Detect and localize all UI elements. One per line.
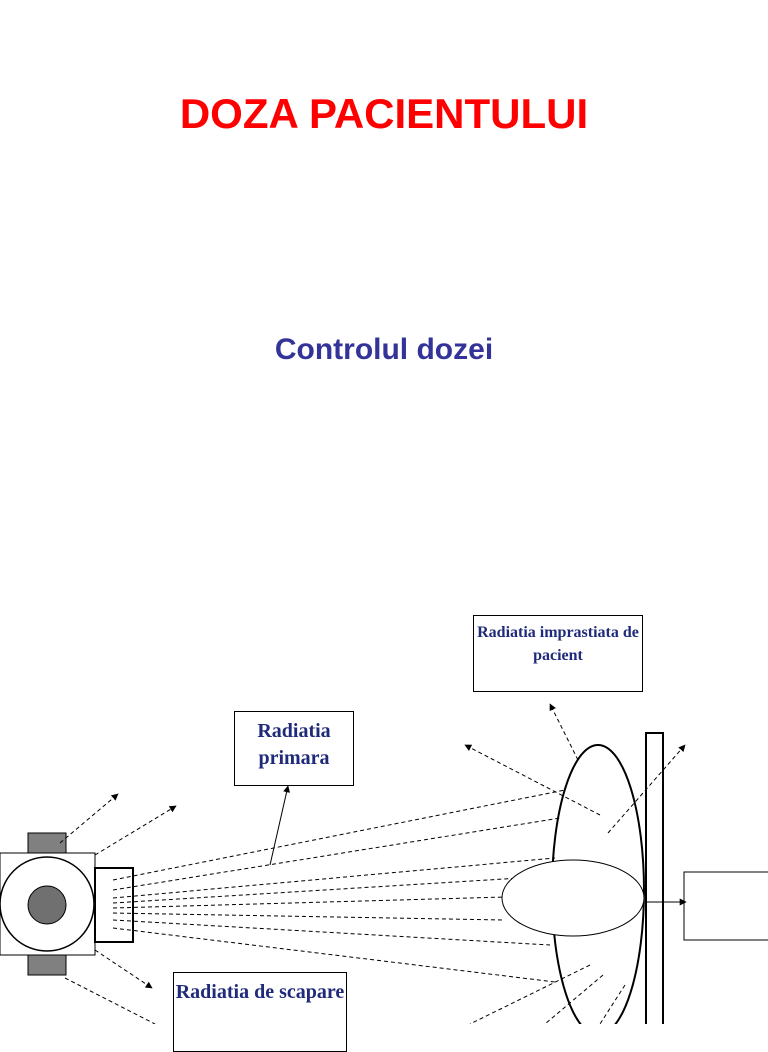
collimator xyxy=(95,868,133,942)
tube-mount-bottom xyxy=(28,953,66,975)
scattered-radiation-label: Radiatia imprastiata de pacient xyxy=(473,615,643,692)
slide-title: DOZA PACIENTULUI xyxy=(179,90,589,137)
slide-subtitle: Controlul dozei xyxy=(274,333,494,366)
primary-beam xyxy=(113,790,565,982)
primary-label-leader xyxy=(270,786,288,865)
anode-disc xyxy=(28,886,66,924)
leakage-radiation-label: Radiatia de scapare xyxy=(173,972,347,1052)
image-receptor xyxy=(646,733,663,1024)
xray-tube xyxy=(0,833,133,975)
tube-mount-top xyxy=(28,833,66,855)
patient-organ xyxy=(502,860,644,936)
detector-box xyxy=(684,872,768,940)
primary-radiation-label: Radiatia primara xyxy=(234,711,354,786)
